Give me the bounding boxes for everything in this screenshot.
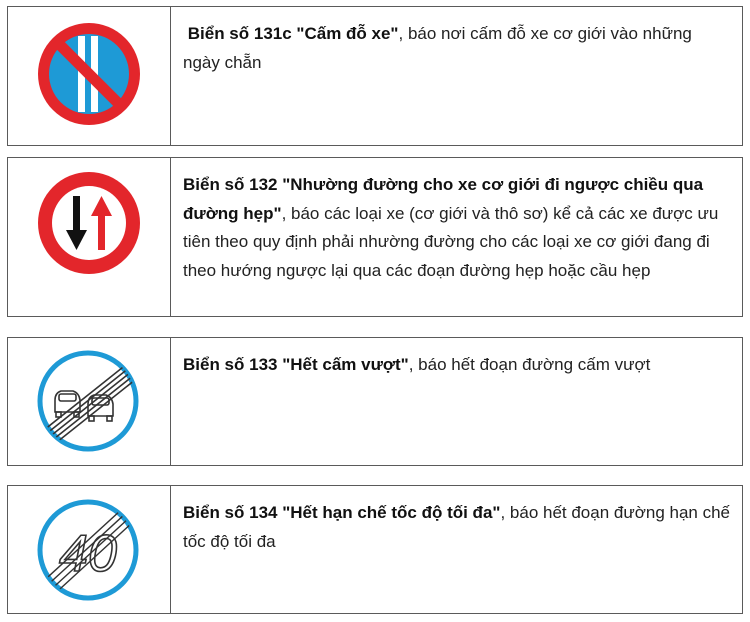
sign-row-132 (7, 157, 743, 317)
end-speed-limit-sign-icon (33, 495, 143, 605)
sign-title: Biển số 131c "Cấm đỗ xe" (187, 24, 399, 43)
sign-title: Biển số 134 "Hết hạn chế tốc độ tối đa" (183, 503, 501, 522)
speed-limit-number: 40 (59, 525, 117, 583)
sign-description (171, 158, 742, 316)
sign-row-133 (7, 337, 743, 466)
sign-title: Biển số 132 "Nhường đường cho xe cơ giới đi ngược chiều qua đường hẹp" (183, 175, 704, 223)
sign-description-text: , báo hết đoạn đường hạn chế tốc độ tối đa (183, 503, 731, 551)
sign-row-134 (7, 485, 743, 614)
yield-to-oncoming-sign-icon (34, 168, 144, 278)
sign-image-cell (8, 7, 171, 145)
sign-description (171, 338, 742, 465)
no-parking-even-days-sign-icon (34, 19, 144, 129)
sign-image-cell (8, 486, 171, 613)
sign-title: Biển số 133 "Hết cấm vượt" (183, 355, 409, 374)
end-no-overtaking-sign-icon (33, 346, 143, 456)
sign-description (171, 486, 742, 613)
sign-description (171, 7, 742, 145)
sign-image-cell (8, 338, 171, 465)
sign-row-131c (7, 6, 743, 146)
sign-image-cell (8, 158, 171, 316)
sign-description-text: , báo hết đoạn đường cấm vượt (408, 355, 651, 374)
sign-description-text: , báo nơi cấm đỗ xe cơ giới vào những ngày chẵn (183, 24, 692, 72)
sign-description-text: , báo các loại xe (cơ giới và thô sơ) kể cả các xe được ưu tiên theo quy định phải nhường đường cho các loại xe cơ giới đang đi theo hướng ngược lại qua các đoạn đường hẹp hoặc cầu hẹp (183, 203, 719, 280)
